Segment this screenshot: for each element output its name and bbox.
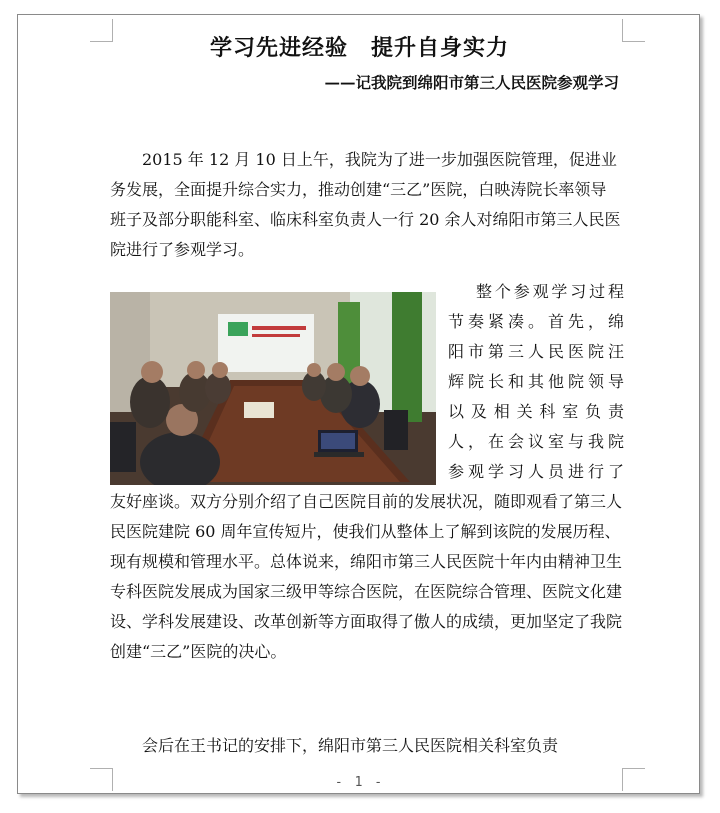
document-title: 学习先进经验 提升自身实力 <box>209 35 509 61</box>
paragraph-2-continued: 友好座谈。双方分别介绍了自己医院目前的发展状况，随即观看了第三人民医院建院 60 周年宣传短片，使我们从整体上了解到该院的发展历程、现有规模和管理水平。总体说来，绵阳市第三人民医院十年内由精神卫生专科医院发展成为国家三级甲等综合医院，在医院综合管理、医院文化建设、学科发展建设、改革创新等方面取得了傲人的成绩，更加坚定了我院创建“三乙”医院的决心。 <box>110 492 623 661</box>
wrap-line: 阳市第三人民医院汪 <box>448 342 624 361</box>
document-page <box>17 14 700 794</box>
meeting-photo <box>110 292 436 485</box>
wrap-text-block <box>448 277 624 487</box>
wrap-line: 参观学习人员进行了 <box>448 462 624 481</box>
paragraph-3: 会后在王书记的安排下，绵阳市第三人民医院相关科室负责 <box>142 736 559 755</box>
wrap-line: 辉院长和其他院领导 <box>448 372 624 391</box>
wrap-line: 整个参观学习过程 <box>476 282 624 301</box>
document-subtitle: ——记我院到绵阳市第三人民医院参观学习 <box>324 73 619 92</box>
page-number: - 1 - <box>334 775 385 790</box>
wrap-line: 以及相关科室负责 <box>448 402 624 421</box>
paragraph-1: 2015 年 12 月 10 日上午，我院为了进一步加强医院管理，促进业务发展，全面提升综合实力，推动创建“三乙”医院，白映涛院长率领导班子及部分职能科室、临床科室负责人一行 20 余人对绵阳市第三人民医院进行了参观学习。 <box>110 150 621 259</box>
wrap-line: 人，在会议室与我院 <box>448 432 624 451</box>
wrap-line: 节奏紧凑。首先，绵 <box>448 312 624 331</box>
